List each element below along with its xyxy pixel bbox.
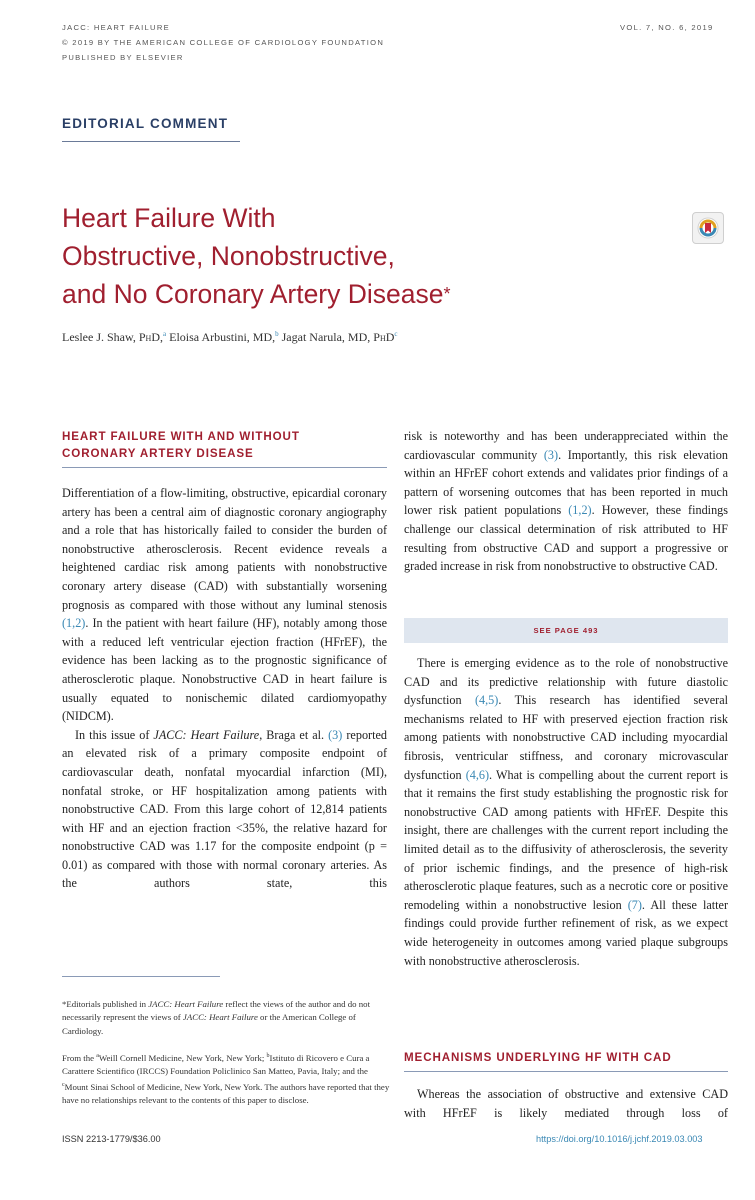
section-label: EDITORIAL COMMENT (62, 116, 229, 131)
left-paragraph-1 (62, 484, 387, 726)
fn2-text-d: Mount Sinai School of Medicine, New York, New York. The authors have reported that they have no relationships relevant to the contents of this paper to disclose. (62, 1081, 390, 1106)
volume-issue: VOL. 7, NO. 6, 2019 (620, 23, 714, 32)
author-1-name: Leslee J. Shaw, (62, 330, 139, 344)
title-asterisk: * (443, 284, 451, 304)
right-paragraph-1 (404, 427, 728, 576)
right-column-top (404, 427, 728, 576)
right-column-middle (404, 654, 728, 970)
right-p1-text-a: risk is noteworthy and has been underappreciated within the cardiovascular community (404, 429, 728, 462)
right-heading-rule (404, 1071, 728, 1072)
right-section-heading: MECHANISMS UNDERLYING HF WITH CAD (404, 1051, 672, 1064)
left-p2-text-a: In this issue of (75, 727, 154, 742)
article-title (62, 199, 622, 313)
title-line-2: Obstructive, Nonobstructive, (62, 241, 395, 271)
citation-link[interactable]: (4,6) (465, 767, 490, 782)
crossmark-badge[interactable] (692, 212, 724, 244)
right-p2-text-a: There is emerging evidence as to the role of nonobstructive CAD and its predictive relationship with future diastolic dysfunction (404, 656, 728, 708)
title-line-3 (62, 275, 622, 313)
left-heading-rule (62, 467, 387, 468)
right-p1-text-b: . Importantly, this risk elevation within an HFrEF cohort extends and validates prior findings of a pattern of worsening outcomes that has been reported in much lower risk patient populations (404, 447, 728, 518)
fn1-journal: JACC: Heart Failure (148, 999, 224, 1009)
footnote-editorial (62, 998, 392, 1038)
section-divider (62, 141, 240, 142)
citation-link[interactable]: (3) (543, 447, 559, 462)
author-3-affiliation[interactable]: c (394, 330, 398, 338)
citation-link[interactable]: (1,2) (62, 616, 86, 631)
citation-link[interactable]: (7) (627, 897, 642, 912)
see-page-link[interactable]: SEE PAGE 493 (404, 618, 728, 643)
left-p1-text-b: . In the patient with heart failure (HF), notably among those with a reduced left ventricular ejection fraction (HFrEF), the evidence has been lacking as to the prognostic significance of atherosclerotic plaque. Nonobstructive CAD in heart failure is usually equated to nonischemic dilated cardiomyopathy (NIDCM). (62, 616, 387, 724)
author-3-name: Jagat Narula, MD, (281, 330, 374, 344)
fn1-text-c: or the American College of Cardiology. (62, 1012, 356, 1036)
author-2-affiliation[interactable]: b (275, 330, 279, 338)
author-3-degree: PhD (373, 330, 395, 344)
fn2-text-b: Weill Cornell Medicine, New York, New York; (98, 1052, 267, 1063)
fn2-sup-a: a (96, 1053, 99, 1059)
crossmark-icon (697, 217, 719, 239)
fn1-text-b: reflect the views of the author and do not necessarily represent the views of (62, 999, 371, 1023)
right-paragraph-2 (404, 654, 728, 970)
left-heading-line-1: HEART FAILURE WITH AND WITHOUT (62, 430, 300, 443)
right-p2-text-d: . All these latter findings could provide further refinement of risk, as we expect wide heterogeneity in outcomes among varied plaque subgroups with nonobstructive atherosclerosis. (404, 897, 728, 968)
left-column-body (62, 484, 387, 893)
issn-price: ISSN 2213-1779/$36.00 (62, 1134, 161, 1144)
publisher-line: PUBLISHED BY ELSEVIER (62, 53, 184, 62)
left-p1-text-a: Differentiation of a flow-limiting, obstructive, epicardial coronary artery has been a central aim of diagnostic coronary angiography and a role that has historically failed to consider the burden of nonobstructive atherosclerosis. Recent evidence reveals a heightened cardiac risk among patients with nonobstructive coronary artery disease (CAD) with substantially worsening prognosis as compared with those without any luminal stenosis (62, 486, 387, 612)
journal-name-italic: JACC: Heart Failure (153, 727, 260, 742)
right-p1-text-c: . However, these findings challenge our classical determination of risk attributed to HF resulting from obstructive CAD and support a progressive or graded increase in risk from nonobstructive to obstructive CAD. (404, 503, 728, 574)
right-column-bottom (404, 1085, 728, 1122)
left-heading-line-2: CORONARY ARTERY DISEASE (62, 447, 254, 460)
fn2-text-a: From the (62, 1052, 97, 1063)
right-p2-text-c: . What is compelling about the current report is that it remains the first study establishing the prognostic risk for nonobstructive CAD among patients with HFrEF. Despite this insight, there are challenges with the current report including the limited detail as to the diffusivity of atherosclerosis, the severity of prior ischemic findings, and the presence of high-risk atherosclerotic plaque features, such as a necrotic core or positive remodeling within a nonobstructive lesion (404, 767, 729, 912)
fn2-text-c: Istituto di Ricovero e Cura a Carattere Scientifico (IRCCS) Foundation Policlinico San Matteo, Pavia, Italy; and the (62, 1052, 370, 1077)
footnote-divider (62, 976, 220, 977)
right-paragraph-3: Whereas the association of obstructive and extensive CAD with HFrEF is likely mediated through loss of (404, 1087, 728, 1120)
left-section-heading (62, 428, 382, 462)
left-p2-text-b: , Braga et al. (259, 727, 329, 742)
journal-header: JACC: HEART FAILURE (62, 23, 170, 32)
doi-link[interactable]: https://doi.org/10.1016/j.jchf.2019.03.003 (536, 1134, 703, 1144)
title-line-3-text: and No Coronary Artery Disease (62, 279, 444, 309)
author-2-name: Eloisa Arbustini, MD, (169, 330, 276, 344)
citation-link[interactable]: (4,5) (474, 693, 499, 708)
fn2-sup-c: c (62, 1081, 65, 1088)
fn1-text-a: *Editorials published in (62, 999, 149, 1009)
title-line-1: Heart Failure With (62, 203, 276, 233)
author-1-degree: PhD (138, 330, 160, 344)
citation-link[interactable]: (3) (328, 727, 343, 742)
right-p2-text-b: . This research has identified several mechanisms related to HF with preserved ejection fraction risk among patients with nonobstructive CAD including myocardial fibrosis, ventricular stiffness, and coronary microvascular dysfunction (404, 693, 729, 782)
citation-link[interactable]: (1,2) (568, 503, 592, 518)
fn2-sup-b: b (266, 1053, 270, 1059)
left-p2-text-c: reported an elevated risk of a primary composite endpoint of cardiovascular death, nonfatal myocardial infarction (MI), nonfatal stroke, or HF hospitalization among patients with nonobstructive CAD. From this large cohort of 12,814 patients with HF and an ejection fraction <35%, the relative hazard for nonobstructive CAD was 1.17 for the composite endpoint (p = 0.01) as compared with those with normal coronary arteries. As the authors state, this (62, 727, 387, 891)
author-1-affiliation[interactable]: a (163, 330, 167, 338)
fn1-journal-2: JACC: Heart Failure (182, 1012, 258, 1023)
left-paragraph-2 (62, 726, 387, 893)
copyright-line: © 2019 BY THE AMERICAN COLLEGE OF CARDIOLOGY FOUNDATION (62, 38, 385, 47)
author-list: Leslee J. Shaw, PhD,$^a$ Eloisa Arbustini, MD,$^b$ Jagat Narula, MD, PhD$^c$ (62, 330, 398, 344)
footnote-affiliations (62, 1050, 392, 1107)
